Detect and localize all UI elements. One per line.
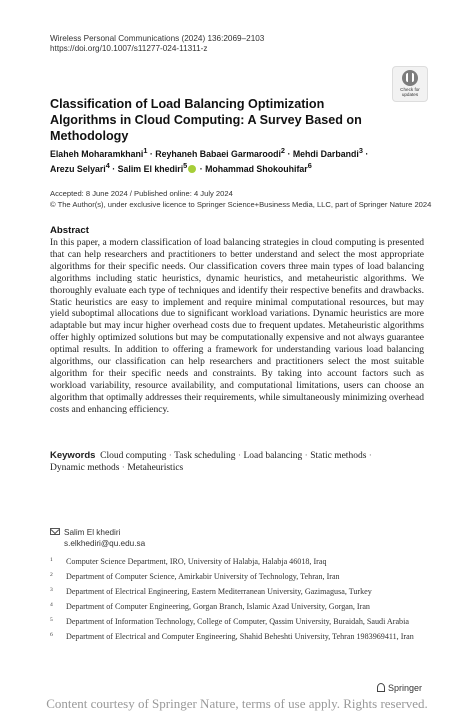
abstract-text: In this paper, a modern classification of load balancing strategies in cloud computing is presented that can help researchers and practitioners to better understand and select the most appropriate algorithms for their specific needs. Our classification covers three main types of load balancing algorithms including static heuristics, dynamic heuristics, and metaheuristic algorithms. We thoroughly evaluate each type of techniques and identify their respective benefits and drawbacks. Static heuristics are easy to implement and require minimal computational resources, but may yield suboptimal allocations due to significant workload variations. Dynamic heuristics are more adaptable but may incur higher overhead costs due to frequent updates. Metaheuristic algorithms offer highly optimized solutions but may be computationally expensive and not always guarantee optimal results. In addition to offering a framework for understanding various load balancing algorithms, our classification can help researchers and practitioners select the most suitable algorithm for their specific needs and constraints. By taking into account factors such as workload variability, resource availability, and computational limitations, users can choose an algorithm that optimally addresses their requirements, while simultaneously minimizing overhead costs and enhancing efficiency.	[50, 237, 424, 415]
keyword[interactable]: Static methods	[310, 451, 367, 461]
affiliation-number: 2	[50, 572, 53, 578]
doi-link[interactable]: https://doi.org/10.1007/s11277-024-11311-z	[50, 44, 208, 53]
affiliation-item	[50, 587, 430, 597]
affiliations-list	[50, 557, 430, 647]
check-for-updates-label: Check for updates	[400, 87, 420, 97]
keyword[interactable]: Task scheduling	[174, 451, 236, 461]
affiliation-text: Department of Computer Science, Amirkabir University of Technology, Tehran, Iran	[66, 572, 340, 581]
affiliation-number: 1	[50, 557, 53, 563]
author-list: Elaheh Moharamkhani$^1$ · Reyhaneh Babaei Garmaroodi$^2$ · Mehdi Darbandi$^3$ · Arezu Selyari$^4$ · Salim El khediri$^5$ · Mohammad Shokouhifar$^6$	[50, 146, 369, 174]
affiliation-item	[50, 602, 430, 612]
check-for-updates-icon	[402, 70, 418, 86]
corresponding-author-name: Salim El khediri	[64, 528, 121, 537]
author-affil-sup: 1	[143, 146, 148, 155]
corresponding-author-email[interactable]: s.elkhediri@qu.edu.sa	[64, 538, 146, 548]
author-affil-sup: 6	[307, 160, 312, 170]
corresponding-author	[50, 528, 145, 549]
keyword[interactable]: Dynamic methods	[50, 463, 120, 473]
check-for-updates-badge[interactable]	[392, 66, 428, 102]
publisher-name: Springer	[388, 683, 423, 693]
affiliation-item	[50, 557, 430, 567]
affiliation-text: Computer Science Department, IRO, University of Halabja, Halabja 46018, Iraq	[66, 557, 327, 566]
orcid-icon[interactable]	[188, 165, 196, 173]
keyword[interactable]: Load balancing	[243, 451, 303, 461]
abstract-heading: Abstract	[50, 225, 89, 236]
author-name[interactable]: Elaheh Moharamkhani	[50, 148, 144, 159]
paper-title: Classification of Load Balancing Optimization Algorithms in Cloud Computing: A Survey Based on Methodology	[50, 97, 362, 143]
affiliation-item	[50, 632, 430, 642]
author-name[interactable]: Salim El khediri	[117, 163, 184, 174]
author-name[interactable]: Mohammad Shokouhifar	[205, 163, 308, 174]
author-name[interactable]: Reyhaneh Babaei Garmaroodi	[155, 148, 281, 159]
affiliation-number: 4	[50, 602, 53, 608]
journal-citation: Wireless Personal Communications (2024) 136:2069–2103	[50, 34, 265, 43]
springer-logo	[377, 683, 422, 693]
keywords-label: Keywords	[50, 450, 96, 461]
affiliation-text: Department of Information Technology, College of Computer, Qassim University, Buraidah, Saudi Arabia	[66, 617, 409, 626]
affiliation-number: 6	[50, 632, 53, 638]
courtesy-watermark: Content courtesy of Springer Nature, terms of use apply. Rights reserved.	[46, 696, 428, 711]
copyright-notice: © The Author(s), under exclusive licence to Springer Science+Business Media, LLC, part of Springer Nature 2024	[50, 200, 432, 209]
author-name[interactable]: Arezu Selyari	[50, 163, 106, 174]
publication-dates: Accepted: 8 June 2024 / Published online: 4 July 2024	[50, 189, 233, 198]
author-name[interactable]: Mehdi Darbandi	[292, 148, 359, 159]
author-affil-sup: 4	[105, 160, 110, 170]
author-affil-sup: 2	[280, 146, 285, 155]
affiliation-item	[50, 617, 430, 627]
affiliation-number: 3	[50, 587, 53, 593]
author-affil-sup: 3	[358, 146, 363, 155]
affiliation-item	[50, 572, 430, 582]
keyword[interactable]: Cloud computing	[100, 451, 167, 461]
keywords-section: Keywords Cloud computing · Task scheduling · Load balancing · Static methods · Dynamic methods · Metaheuristics	[50, 450, 372, 473]
envelope-icon	[50, 528, 60, 535]
affiliation-number: 5	[50, 617, 53, 623]
springer-horse-icon	[377, 683, 385, 692]
affiliation-text: Department of Computer Engineering, Gorgan Branch, Islamic Azad University, Gorgan, Iran	[66, 602, 370, 611]
affiliation-text: Department of Electrical Engineering, Eastern Mediterranean University, Gazimagusa, Turkey	[66, 587, 372, 596]
author-affil-sup: 5	[183, 160, 188, 170]
affiliation-text: Department of Electrical and Computer Engineering, Shahid Beheshti University, Tehran 1983969411, Iran	[66, 632, 414, 641]
keyword[interactable]: Metaheuristics	[127, 463, 184, 473]
